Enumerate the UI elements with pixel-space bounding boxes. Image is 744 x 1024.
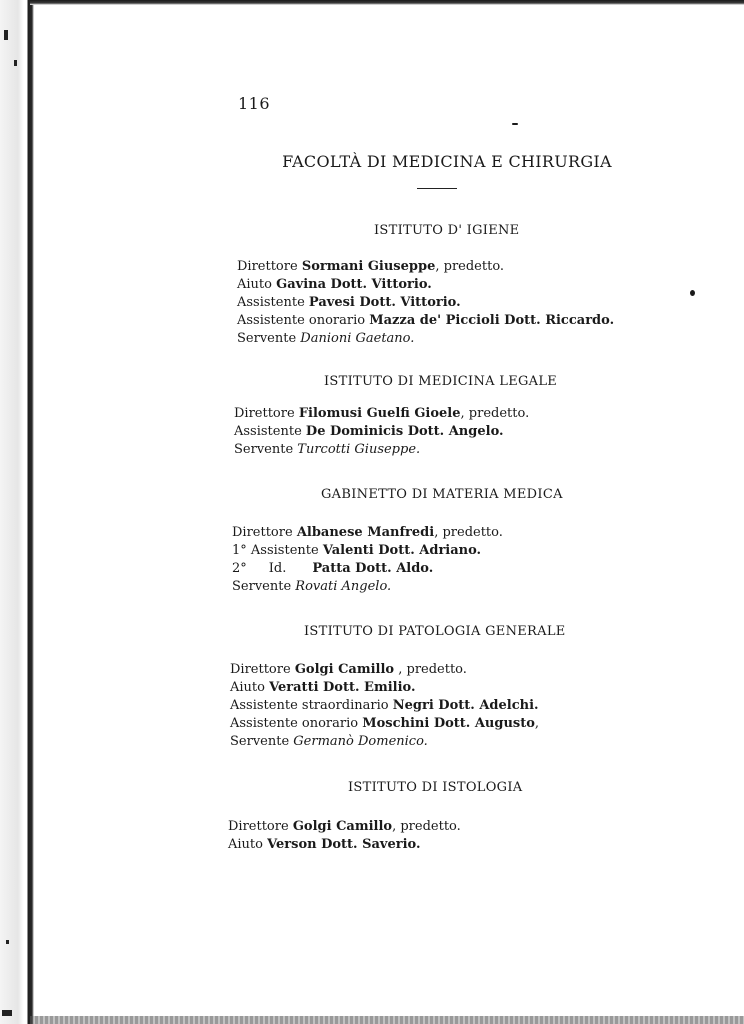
staff-line: 2° Id. Patta Dott. Aldo. xyxy=(232,561,434,576)
staff-line: Assistente Pavesi Dott. Vittorio. xyxy=(237,295,461,310)
section-heading: GABINETTO DI MATERIA MEDICA xyxy=(321,487,563,502)
scan-bottom-edge xyxy=(30,1016,744,1024)
section-heading: ISTITUTO DI PATOLOGIA GENERALE xyxy=(304,624,566,639)
scan-speck xyxy=(14,60,17,66)
staff-line: Aiuto Veratti Dott. Emilio. xyxy=(230,680,416,695)
faculty-title: FACOLTÀ DI MEDICINA E CHIRURGIA xyxy=(282,152,612,171)
staff-line: Assistente onorario Mazza de' Piccioli Dott. Riccardo. xyxy=(237,313,615,328)
section-heading: ISTITUTO DI ISTOLOGIA xyxy=(348,780,523,795)
scan-speck xyxy=(4,30,8,40)
staff-list xyxy=(228,818,461,854)
staff-list xyxy=(230,661,539,751)
ink-spot xyxy=(512,123,518,125)
section-heading: ISTITUTO DI MEDICINA LEGALE xyxy=(324,374,558,389)
staff-line: Aiuto Gavina Dott. Vittorio. xyxy=(237,277,432,292)
staff-line: Servente Germanò Domenico. xyxy=(230,734,428,749)
staff-line: Direttore Albanese Manfredi, predetto. xyxy=(232,525,503,540)
staff-line: Direttore Sormani Giuseppe, predetto. xyxy=(237,259,505,274)
ink-spot xyxy=(690,290,695,296)
section-heading: ISTITUTO D' IGIENE xyxy=(374,223,520,238)
staff-line: Assistente straordinario Negri Dott. Adelchi. xyxy=(230,698,539,713)
staff-line: Direttore Filomusi Guelfi Gioele, predetto. xyxy=(234,406,530,421)
staff-line: Servente Danioni Gaetano. xyxy=(237,331,415,346)
staff-line: Aiuto Verson Dott. Saverio. xyxy=(228,837,421,852)
staff-line: Direttore Golgi Camillo , predetto. xyxy=(230,662,467,677)
staff-list xyxy=(232,524,503,596)
staff-line: Assistente onorario Moschini Dott. Augusto, xyxy=(230,716,540,731)
title-divider xyxy=(417,188,457,189)
scan-top-edge xyxy=(30,0,744,5)
staff-line: 1° Assistente Valenti Dott. Adriano. xyxy=(232,543,482,558)
scan-speck xyxy=(2,1010,12,1016)
staff-line: Servente Turcotti Giuseppe. xyxy=(234,442,421,457)
staff-line: Assistente De Dominicis Dott. Angelo. xyxy=(234,424,504,439)
staff-list xyxy=(237,258,614,348)
page-number: 116 xyxy=(238,94,271,113)
staff-line: Servente Rovati Angelo. xyxy=(232,579,392,594)
staff-list xyxy=(234,405,529,459)
staff-line: Direttore Golgi Camillo, predetto. xyxy=(228,819,461,834)
scan-speck xyxy=(6,940,9,944)
